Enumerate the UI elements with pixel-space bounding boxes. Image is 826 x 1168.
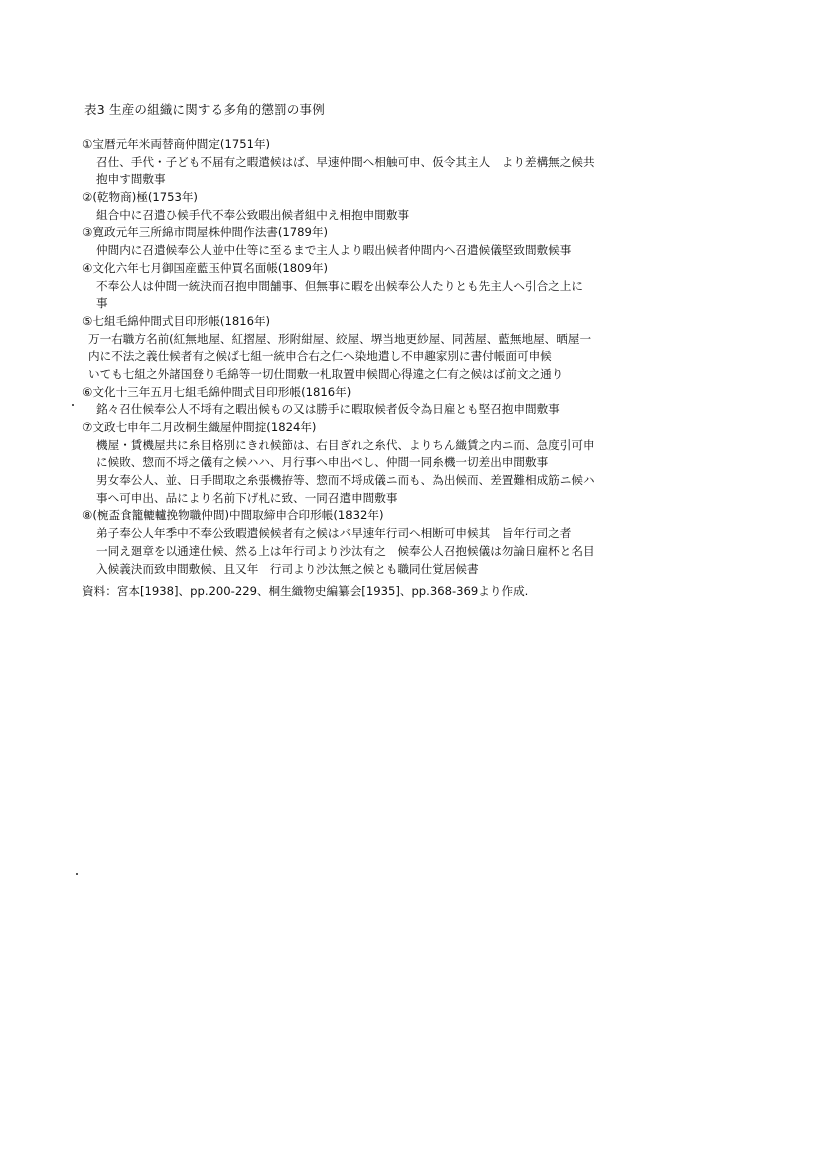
case-text: いても七組之外諸国登り毛綿等一切仕間敷一札取置申候間心得違之仁有之候はば前文之通り [88, 366, 564, 381]
case-text: 事へ可申出、品により名前下げ札に致、一同召遣申間敷事 [96, 490, 398, 505]
case-heading: ⑤七組毛綿仲間式目印形帳(1816年) [82, 313, 271, 328]
case-text: 弟子奉公人年季中不奉公致暇遣候候者有之候はバ早速年行司へ相断可申候其 旨年行司之者 [96, 526, 572, 541]
case-heading: ③寛政元年三所綿市問屋株仲間作法書(1789年) [82, 225, 329, 240]
case-text: 男女奉公人、並、日手間取之糸張機拵等、惣而不埒成儀ニ而も、為出候而、差置難相成筋ニ候ハ [96, 473, 595, 488]
case-heading: ⑦文政七申年二月改桐生織屋仲間掟(1824年) [82, 420, 317, 434]
table-title: 表3 生産の組織に関する多角的懲罰の事例 [84, 102, 325, 117]
case-text: 事 [96, 296, 108, 311]
case-text: 銘々召仕候奉公人不埒有之暇出候もの又は勝手に暇取候者仮令為日雇とも堅召抱申間敷事 [96, 402, 560, 417]
case-text: 召仕、手代・子ども不届有之暇遣候はば、早速仲間へ相触可申、仮令其主人 より差構無之候共 [96, 154, 595, 169]
case-text: 機屋・賃機屋共に糸目格別にきれ候節は、右目ぎれ之糸代、よりちん織賃之内ニ而、急度引可申 [96, 437, 595, 452]
case-text: に候敗、惣而不埒之儀有之候ハハ、月行事へ申出べし、仲間一同糸機一切差出申間敷事 [96, 455, 549, 470]
case-heading: ⑧(椀盃食籠轆轤挽物職仲間)中間取締申合印形帳(1832年) [82, 508, 384, 523]
case-heading: ⑥文化十三年五月七組毛綿仲間式目印形帳(1816年) [82, 384, 352, 399]
case-list [82, 136, 672, 578]
case-text: 内に不法之義仕候者有之候ば七組一統申合右之仁へ染地遣し不申趣家別に書付帳面可申候 [88, 349, 552, 364]
case-text: 組合中に召遣ひ候手代不奉公致暇出候者組中え相抱申間敷事 [96, 207, 410, 222]
source-note: 資料：宮本[1938]、pp.200-229、桐生織物史編纂会[1935]、pp.368-369より作成. [82, 584, 529, 598]
case-text: 一同え廻章を以通達仕候、然る上は年行司より沙汰有之 候奉公人召抱候儀は勿論日雇杯と名目 [96, 543, 595, 558]
case-heading: ④文化六年七月御国産藍玉仲買名面帳(1809年) [82, 260, 329, 275]
case-heading: ②(乾物商)極(1753年) [82, 190, 198, 205]
scan-speck [72, 404, 74, 406]
case-text: 入候義決而致申間敷候、且又年 行司より沙汰無之候とも職同仕覚居候書 [96, 561, 479, 576]
case-text: 仲間内に召遣候奉公人並中仕等に至るまで主人より暇出候者仲間内へ召遣候儀堅致間敷候事 [96, 243, 572, 258]
case-text: 不奉公人は仲間一統決而召抱申間舗事、但無事に暇を出候奉公人たりとも先主人へ引合之上に [96, 278, 583, 293]
case-heading: ①宝暦元年米両替商仲間定(1751年) [82, 137, 271, 151]
case-text: 万一右職方名前(紅無地屋、紅摺屋、形附紺屋、絞屋、堺当地更紗屋、同茜屋、藍無地屋、晒屋一 [88, 331, 592, 346]
case-text: 抱申す間敷事 [96, 172, 166, 187]
scan-speck [76, 873, 78, 875]
